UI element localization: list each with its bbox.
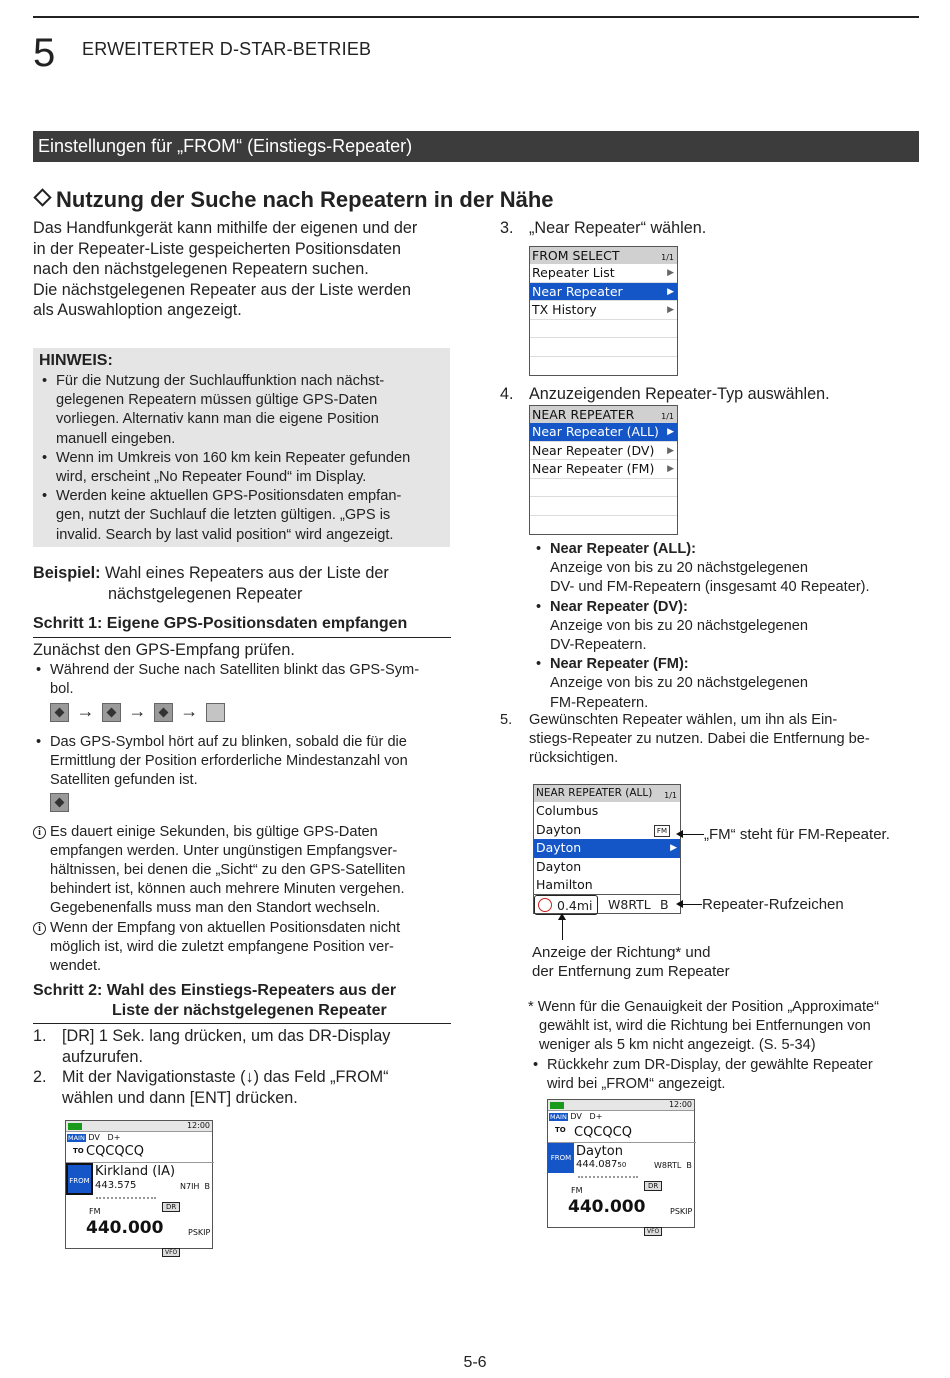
footnote-line: * Wenn für die Genauigkeit der Position „Approximate“ xyxy=(528,999,879,1015)
from-callsign: W8RTL xyxy=(654,1161,682,1170)
chapter-number: 5 xyxy=(33,31,56,75)
menu-item-near-fm[interactable] xyxy=(530,460,677,479)
screen-title: NEAR REPEATER (ALL) xyxy=(536,787,653,799)
step2-rule xyxy=(33,1023,451,1024)
type-line: DV-Repeatern. xyxy=(550,637,647,654)
bullet-line: • Das GPS-Symbol hört auf zu blinken, sobald die für die xyxy=(50,734,407,750)
bullet-line: wird bei „FROM“ angezeigt. xyxy=(547,1076,726,1093)
menu-item-near-all[interactable] xyxy=(530,423,677,442)
from-field[interactable]: FROM xyxy=(548,1143,574,1173)
arrow: → xyxy=(76,701,95,721)
repeater-name: Columbus xyxy=(536,803,599,818)
info-line: Gegebenenfalls muss man den Standort wechseln. xyxy=(50,900,381,917)
repeater-row[interactable] xyxy=(534,876,680,895)
step5 xyxy=(500,711,920,769)
note-item xyxy=(39,449,444,487)
menu-item-empty xyxy=(530,320,677,339)
item-number: 1. xyxy=(33,1027,47,1045)
from-suffix: B xyxy=(204,1182,211,1191)
dr-display-right xyxy=(547,1099,695,1235)
fm-badge: FM xyxy=(654,825,670,837)
step1-body xyxy=(33,640,453,976)
type-line: Anzeige von bis zu 20 nächstgelegenen xyxy=(550,560,809,577)
clock: 12:00 xyxy=(186,1121,210,1130)
repeater-row[interactable] xyxy=(534,858,680,877)
status-bar xyxy=(66,1121,212,1132)
note-line: gelegenen Repeatern müssen gültige GPS-Daten xyxy=(56,392,378,409)
annotation-line: Anzeige der Richtung* und xyxy=(532,944,711,961)
gps-blink-icon xyxy=(154,703,173,722)
note-item xyxy=(39,487,444,545)
chevron-right-icon: ▶ xyxy=(667,286,674,297)
step3 xyxy=(500,218,920,239)
callsign-pointer xyxy=(682,904,702,905)
menu-label: Near Repeater xyxy=(532,283,623,299)
bullet-line: Satelliten gefunden ist. xyxy=(50,772,198,789)
info-line: behindert ist, können auch mehrere Minuten vergehen. xyxy=(50,881,405,898)
screen-title: NEAR REPEATER xyxy=(532,407,635,422)
step2-item xyxy=(33,1026,453,1067)
info-line: wendet. xyxy=(50,958,102,975)
step1-title: Schritt 1: Eigene GPS-Positionsdaten empfangen xyxy=(33,615,408,632)
repeater-name: Hamilton xyxy=(536,877,593,892)
mode: DV xyxy=(88,1133,100,1142)
footnote-line: weniger als 5 km nicht angezeigt. (S. 5-34) xyxy=(539,1037,816,1054)
type-label: • Near Repeater (ALL): xyxy=(550,541,696,557)
chevron-right-icon: ▶ xyxy=(667,268,674,278)
from-freq: 444.087 xyxy=(576,1159,618,1170)
screen-header xyxy=(530,247,677,264)
repeater-name: Dayton xyxy=(536,821,582,837)
footnote-line: gewählt ist, wird die Richtung bei Entfernungen von xyxy=(539,1018,871,1035)
type-item xyxy=(533,655,933,713)
note-line: manuell eingeben. xyxy=(56,430,176,447)
callsign-suffix: B xyxy=(660,897,669,912)
step1-heading xyxy=(33,614,451,638)
from-freq: 443.575 xyxy=(95,1180,137,1191)
step1-bullet xyxy=(33,661,453,699)
step4-text: Anzuzeigenden Repeater-Typ auswählen. xyxy=(529,385,830,403)
callsign: W8RTL xyxy=(608,897,651,912)
note-line: invalid. Search by last valid position“ wird angezeigt. xyxy=(56,526,394,543)
to-callsign: CQCQCQ xyxy=(574,1125,632,1140)
item-line: Mit der Navigationstaste (↓) das Feld „FROM“ xyxy=(62,1068,389,1087)
item-number: 2. xyxy=(33,1068,47,1087)
gps-icon xyxy=(50,793,69,812)
example-line: nächstgelegenen Repeater xyxy=(108,584,303,603)
intro-line: nach den nächstgelegenen Repeatern suchen. xyxy=(33,260,369,279)
bullet-line: Ermittlung der Position erforderliche Mindestanzahl von xyxy=(50,753,408,770)
header-rule xyxy=(33,16,919,18)
gps-off-icon xyxy=(206,703,225,722)
intro-paragraph xyxy=(33,218,453,321)
menu-item-empty xyxy=(530,338,677,357)
item-line: aufzurufen. xyxy=(62,1047,143,1066)
signal-meter xyxy=(96,1197,156,1201)
menu-label: Repeater List xyxy=(532,265,615,280)
to-label: TO xyxy=(73,1147,84,1155)
info-line: hältnissen, bei denen die „Sicht“ zu den GPS-Satelliten xyxy=(50,862,406,879)
step2-title: Liste der nächstgelegenen Repeater xyxy=(112,1002,387,1019)
type-line: DV- und FM-Repeatern (insgesamt 40 Repeater). xyxy=(550,579,870,596)
arrow: → xyxy=(128,701,147,721)
pskip: PSKIP xyxy=(670,1207,693,1216)
chevron-right-icon: ▶ xyxy=(667,305,674,315)
dr-badge: DR xyxy=(644,1181,662,1191)
type-line: Anzeige von bis zu 20 nächstgelegenen xyxy=(550,675,809,692)
item-line: wählen und dann [ENT] drücken. xyxy=(62,1088,298,1107)
signal-meter xyxy=(578,1176,638,1180)
type-label: • Near Repeater (DV): xyxy=(550,598,688,615)
bullet-line: bol. xyxy=(50,680,74,697)
intro-line: in der Repeater-Liste gespeicherten Positionsdaten xyxy=(33,239,402,258)
gps-blink-icon xyxy=(50,703,69,722)
item-number: 5. xyxy=(500,712,513,728)
menu-item-near-repeater[interactable] xyxy=(530,283,677,302)
menu-label: Near Repeater (DV) xyxy=(532,442,655,458)
intro-line: als Auswahloption angezeigt. xyxy=(33,301,242,320)
repeater-row[interactable] xyxy=(534,821,680,840)
section-heading xyxy=(33,186,554,214)
from-name: Kirkland (IA) xyxy=(95,1164,176,1179)
annotation-line: der Entfernung zum Repeater xyxy=(532,963,730,980)
bullet-line: • Rückkehr zum DR-Display, der gewählte Repeater xyxy=(547,1057,873,1073)
type-label: • Near Repeater (FM): xyxy=(550,656,689,673)
gps-blink-icon xyxy=(102,703,121,722)
heading-text: Nutzung der Suche nach Repeatern in der Nähe xyxy=(56,187,554,212)
status-bar xyxy=(548,1100,694,1111)
step4 xyxy=(500,384,920,405)
info-bar xyxy=(534,894,680,915)
step3-text: „Near Repeater“ wählen. xyxy=(529,219,707,237)
note-line: wird, erscheint „No Repeater Found“ im Display. xyxy=(56,469,367,486)
menu-item-repeater-list[interactable] xyxy=(530,264,677,283)
menu-label: TX History xyxy=(532,302,597,317)
to-label: TO xyxy=(555,1126,566,1134)
diamond-icon xyxy=(33,188,51,206)
arrow-head xyxy=(558,913,566,920)
step2-item xyxy=(33,1067,453,1108)
item-line: [DR] 1 Sek. lang drücken, um das DR-Display xyxy=(62,1027,391,1045)
screen-header xyxy=(530,406,677,423)
note-line: • Für die Nutzung der Suchlauffunktion nach nächst- xyxy=(56,373,385,389)
type-line: FM-Repeatern. xyxy=(550,694,649,711)
from-name: Dayton xyxy=(576,1144,623,1159)
step2-list xyxy=(33,1026,453,1108)
repeater-row[interactable] xyxy=(534,802,680,821)
chevron-right-icon: ▶ xyxy=(667,445,674,456)
main-tag: MAIN xyxy=(550,1113,567,1121)
note-title: HINWEIS: xyxy=(39,352,113,369)
step1-lead: Zunächst den GPS-Empfang prüfen. xyxy=(33,641,295,659)
info-icon: i xyxy=(33,826,46,839)
note-line: • Wenn im Umkreis von 160 km kein Repeater gefunden xyxy=(56,449,411,466)
to-callsign: CQCQCQ xyxy=(86,1144,144,1159)
from-suffix: B xyxy=(686,1161,692,1170)
annotation-direction xyxy=(532,943,730,981)
menu-item-near-dv[interactable] xyxy=(530,442,677,461)
screen-header xyxy=(534,785,680,802)
step1-bullet xyxy=(33,733,453,791)
repeater-name: Dayton xyxy=(536,840,582,855)
info-icon: i xyxy=(33,922,46,935)
step5-line: Gewünschten Repeater wählen, um ihn als Ein- xyxy=(529,712,838,728)
repeater-name: Dayton xyxy=(536,858,582,874)
page-number: 5-6 xyxy=(463,1354,487,1371)
gps-steady xyxy=(33,793,453,817)
menu-label: Near Repeater (FM) xyxy=(532,461,655,476)
intro-line: Die nächstgelegenen Repeater aus der Liste werden xyxy=(33,280,411,299)
from-field[interactable]: FROM xyxy=(66,1163,93,1195)
main-tag: MAIN xyxy=(68,1134,85,1142)
battery-icon xyxy=(550,1102,564,1109)
menu-item-tx-history[interactable] xyxy=(530,301,677,320)
example-label: Beispiel: xyxy=(33,564,101,582)
vfo-badge: VFO xyxy=(162,1248,180,1257)
note-item xyxy=(39,372,444,449)
frequency: 440.000 xyxy=(86,1218,164,1238)
direction-icon xyxy=(538,898,552,912)
mode: D+ xyxy=(107,1133,121,1142)
step2-heading xyxy=(33,981,451,1024)
battery-icon xyxy=(68,1123,82,1130)
arrow: → xyxy=(180,701,199,721)
mode: D+ xyxy=(589,1112,603,1121)
item-number: 3. xyxy=(500,219,514,237)
dr-display-left xyxy=(65,1120,213,1256)
frequency: 440.000 xyxy=(568,1197,646,1217)
repeater-types xyxy=(533,540,933,713)
note-line: gen, nutzt der Suchlauf die letzten gültigen. „GPS is xyxy=(56,507,391,524)
clock: 12:00 xyxy=(668,1100,692,1109)
distance: 0.4mi xyxy=(534,895,598,915)
example xyxy=(33,563,453,604)
info-line: möglich ist, wird die zuletzt empfangene Position ver- xyxy=(50,938,394,955)
chevron-right-icon: ▶ xyxy=(667,427,674,437)
example-line: Wahl eines Repeaters aus der Liste der xyxy=(104,564,389,582)
info-line: Wenn der Empfang von aktuellen Positionsdaten nicht xyxy=(50,919,401,936)
repeater-row-selected[interactable] xyxy=(534,839,680,858)
info-note xyxy=(33,919,453,977)
info-line: empfangen werden. Unter ungünstigen Empfangsver- xyxy=(50,842,398,859)
annotation-callsign: Repeater-Rufzeichen xyxy=(702,896,844,913)
fm-label: FM xyxy=(89,1207,101,1216)
chapter-title: ERWEITERTER D-STAR-BETRIEB xyxy=(82,39,372,59)
note-line: • Werden keine aktuellen GPS-Positionsdaten empfan- xyxy=(56,488,402,505)
gps-sequence xyxy=(33,701,453,725)
step2-title: Schritt 2: Wahl des Einstiegs-Repeaters aus der xyxy=(33,982,397,999)
mode: DV xyxy=(570,1112,582,1121)
pskip: PSKIP xyxy=(188,1228,211,1237)
from-callsign: N7IH xyxy=(180,1182,200,1191)
from-select-screen xyxy=(529,246,678,376)
info-line: Es dauert einige Sekunden, bis gültige GPS-Daten xyxy=(50,823,378,840)
menu-label: Near Repeater (ALL) xyxy=(532,424,659,439)
type-item xyxy=(533,598,933,656)
annotation-fm: „FM“ steht für FM-Repeater. xyxy=(704,826,890,843)
direction-pointer xyxy=(562,918,563,940)
from-freq-small: 50 xyxy=(617,1161,627,1169)
vfo-badge: VFO xyxy=(644,1227,662,1236)
final-bullet xyxy=(530,1056,930,1094)
footnote xyxy=(528,998,928,1056)
step1-rule xyxy=(33,637,451,638)
chevron-right-icon: ▶ xyxy=(667,464,674,474)
near-all-screen xyxy=(533,784,681,914)
note-box xyxy=(33,348,450,547)
type-item xyxy=(533,540,933,598)
screen-title: FROM SELECT xyxy=(532,248,620,263)
dr-badge: DR xyxy=(162,1202,180,1212)
page-indicator: 1/1 xyxy=(664,791,677,800)
step5-line: stiegs-Repeater zu nutzen. Dabei die Entfernung be- xyxy=(529,731,870,748)
fm-label: FM xyxy=(571,1186,583,1195)
note-line: vorliegen. Alternativ kann man die eigene Position xyxy=(56,411,379,428)
page-indicator: 1/1 xyxy=(661,253,674,262)
step5-line: rücksichtigen. xyxy=(529,750,619,767)
page-indicator: 1/1 xyxy=(661,412,674,421)
menu-item-empty xyxy=(530,479,677,498)
bullet-line: • Während der Suche nach Satelliten blinkt das GPS-Sym- xyxy=(50,661,420,678)
intro-line: Das Handfunkgerät kann mithilfe der eigenen und der xyxy=(33,219,418,237)
section-bar: Einstellungen für „FROM“ (Einstiegs-Repeater) xyxy=(33,131,919,162)
near-repeater-screen xyxy=(529,405,678,535)
type-line: Anzeige von bis zu 20 nächstgelegenen xyxy=(550,617,809,634)
info-note xyxy=(33,823,453,919)
fm-pointer xyxy=(682,834,704,835)
chevron-right-icon: ▶ xyxy=(670,843,677,853)
item-number: 4. xyxy=(500,385,514,403)
menu-item-empty xyxy=(530,497,677,516)
